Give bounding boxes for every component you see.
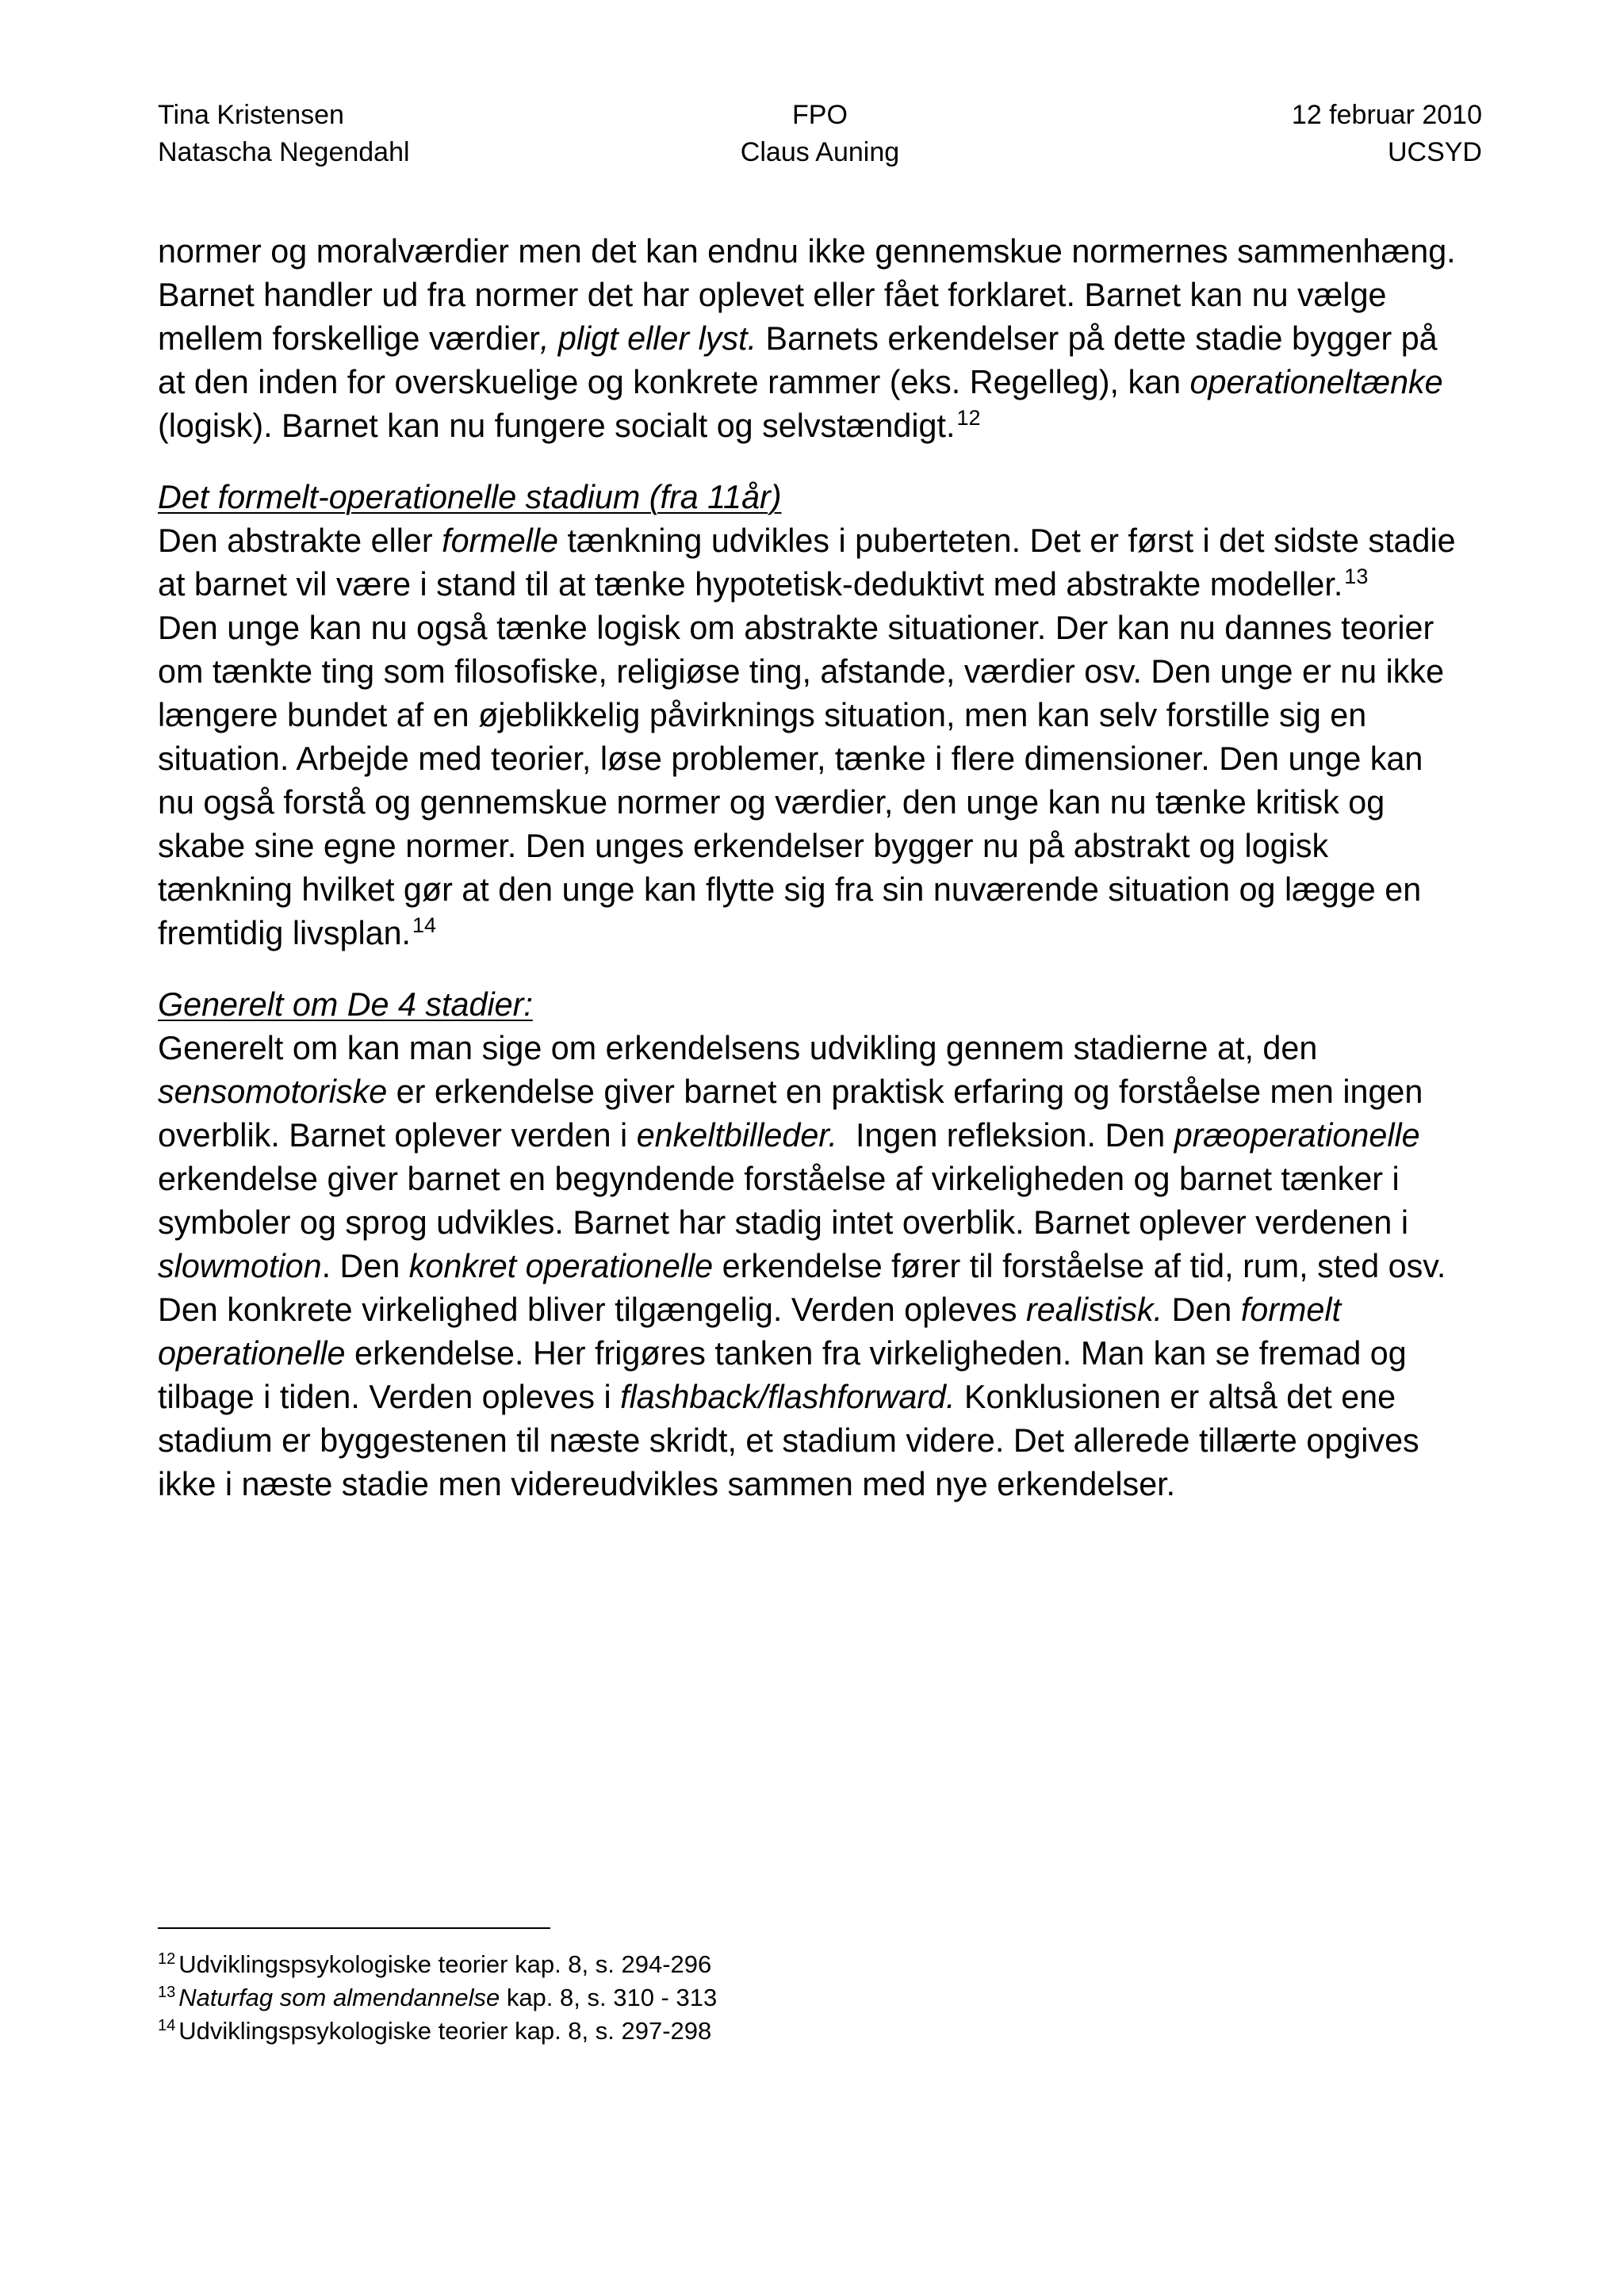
footnote-text: Udviklingspsykologiske teorier kap. 8, s. 297-298 (178, 2017, 712, 2045)
text-line (158, 1245, 1482, 1288)
text-line (158, 1070, 1482, 1114)
text-span: situation. Arbejde med teorier, løse problemer, tænke i flere dimensioner. Den unge kan (158, 740, 1423, 777)
text-line (158, 1201, 1482, 1245)
author-name: Natascha Negendahl (158, 137, 410, 167)
footnote-number: 14 (158, 2017, 176, 2034)
header-left (158, 97, 599, 171)
text-span: mellem forskellige værdier (158, 320, 540, 357)
text-span: overblik. Barnet oplever verden i (158, 1117, 637, 1154)
footnote-reference: 12 (956, 406, 981, 430)
text-line (158, 361, 1482, 404)
text-line (158, 563, 1482, 607)
text-line (158, 650, 1482, 694)
text-span: at barnet vil være i stand til at tænke hypotetisk-deduktivt med abstrakte modeller. (158, 566, 1343, 603)
author-name: Tina Kristensen (158, 100, 344, 130)
text-span: tænkning hvilket gør at den unge kan flytte sig fra sin nuværende situation og lægge en (158, 871, 1422, 908)
text-span: erkendelse giver barnet en begyndende forståelse af virkeligheden og barnet tænker i (158, 1161, 1400, 1197)
text-line (158, 1114, 1482, 1158)
header-center (599, 97, 1041, 171)
text-span: Konklusionen er altså det ene (955, 1379, 1396, 1415)
text-line (158, 1376, 1482, 1419)
italic-text-span: formelle (442, 522, 558, 559)
footnote-number: 13 (158, 1984, 176, 2001)
text-span: (logisk). Barnet kan nu fungere socialt og selvstændigt. (158, 408, 956, 444)
section-heading: Det formelt-operationelle stadium (fra 11år) (158, 479, 782, 515)
text-span: Barnets erkendelser på dette stadie bygger på (756, 320, 1438, 357)
italic-text-span: præoperationelle (1174, 1117, 1420, 1154)
text-line (158, 912, 1482, 955)
text-span: Den (1162, 1292, 1241, 1328)
text-span: om tænkte ting som filosofiske, religiøse ting, afstande, værdier osv. Den unge er nu ikke (158, 653, 1445, 690)
document-date: 12 februar 2010 (1291, 100, 1482, 130)
paragraph-block (158, 230, 1482, 448)
text-span: . Den (321, 1248, 409, 1284)
text-line (158, 1332, 1482, 1376)
text-line (158, 868, 1482, 912)
italic-text-span: realistisk. (1026, 1292, 1163, 1328)
text-line (158, 607, 1482, 650)
section-heading: Generelt om De 4 stadier: (158, 986, 533, 1023)
text-span: Den abstrakte eller (158, 522, 442, 559)
italic-text-span: enkeltbilleder. (636, 1117, 838, 1154)
italic-text-span: operationelle (158, 1335, 346, 1372)
supervisor-name: Claus Auning (740, 137, 900, 167)
text-line (158, 781, 1482, 825)
footnote-text: kap. 8, s. 310 - 313 (500, 1984, 718, 2011)
footnotes (158, 1948, 1482, 2048)
footnote (158, 1981, 1482, 2015)
text-span: tænkning udvikles i puberteten. Det er først i det sidste stadie (557, 522, 1456, 559)
text-span: nu også forstå og gennemskue normer og værdier, den unge kan nu tænke kritisk og (158, 784, 1385, 821)
text-span: ikke i næste stadie men videreudvikles sammen med nye erkendelser. (158, 1466, 1176, 1502)
text-span: fremtidig livsplan. (158, 915, 412, 951)
footnote-reference: 13 (1344, 564, 1369, 588)
text-line (158, 274, 1482, 317)
text-span: Den konkrete virkelighed bliver tilgængelig. Verden opleves (158, 1292, 1026, 1328)
text-span: tilbage i tiden. Verden opleves i (158, 1379, 621, 1415)
italic-text-span: flashback/flashforward. (620, 1379, 956, 1415)
text-span: Barnet handler ud fra normer det har oplevet eller fået forklaret. Barnet kan nu vælge (158, 277, 1387, 313)
footnote-text: Udviklingspsykologiske teorier kap. 8, s. 294-296 (178, 1950, 712, 1978)
text-span: er erkendelse giver barnet en praktisk erfaring og forståelse men ingen (387, 1073, 1423, 1110)
paragraph-block (158, 983, 1482, 1506)
text-line (158, 404, 1482, 448)
italic-text-span: slowmotion (158, 1248, 322, 1284)
course-code: FPO (792, 100, 848, 130)
italic-text-span: sensomotoriske (158, 1073, 388, 1110)
text-span: længere bundet af en øjeblikkelig påvirknings situation, men kan selv forstille sig en (158, 697, 1367, 733)
text-span: skabe sine egne normer. Den unges erkendelser bygger nu på abstrakt og logisk (158, 828, 1329, 864)
text-line (158, 694, 1482, 737)
text-line (158, 519, 1482, 563)
text-span: erkendelse. Her frigøres tanken fra virkeligheden. Man kan se fremad og (345, 1335, 1407, 1372)
text-span: normer og moralværdier men det kan endnu ikke gennemskue normernes sammenhæng. (158, 233, 1456, 270)
text-span: symboler og sprog udvikles. Barnet har stadig intet overblik. Barnet oplever verdenen i (158, 1204, 1409, 1241)
text-span: Generelt om kan man sige om erkendelsens udvikling gennem stadierne at, den (158, 1030, 1318, 1066)
text-span: stadium er byggestenen til næste skridt, et stadium videre. Det allerede tillærte opgives (158, 1422, 1419, 1459)
institution-name: UCSYD (1387, 137, 1482, 167)
page-header (158, 97, 1482, 171)
text-span: Den unge kan nu også tænke logisk om abstrakte situationer. Der kan nu dannes teorier (158, 610, 1434, 646)
text-line (158, 230, 1482, 274)
text-line (158, 1288, 1482, 1332)
italic-text-span: operationeltænke (1189, 364, 1443, 400)
text-span: Ingen refleksion. Den (837, 1117, 1174, 1154)
italic-text-span: , pligt eller lyst. (539, 320, 757, 357)
text-span: erkendelse fører til forståelse af tid, rum, sted osv. (713, 1248, 1446, 1284)
text-line (158, 1158, 1482, 1201)
italic-text-span: konkret operationelle (408, 1248, 714, 1284)
italic-text-span: formelt (1240, 1292, 1342, 1328)
header-right (1040, 97, 1482, 171)
paragraph-block (158, 476, 1482, 955)
text-span: at den inden for overskuelige og konkrete rammer (eks. Regelleg), kan (158, 364, 1190, 400)
text-line (158, 317, 1482, 361)
footnote (158, 1948, 1482, 1981)
footnote-number: 12 (158, 1950, 176, 1968)
text-line (158, 1463, 1482, 1506)
text-line (158, 1419, 1482, 1463)
footnote (158, 2015, 1482, 2048)
footnote-reference: 14 (412, 913, 437, 937)
footnote-italic-text: Naturfag som almendannelse (178, 1984, 500, 2011)
document-body (158, 230, 1482, 1534)
text-line (158, 825, 1482, 868)
text-line (158, 1027, 1482, 1070)
text-line (158, 737, 1482, 781)
footnote-separator (158, 1927, 550, 1929)
